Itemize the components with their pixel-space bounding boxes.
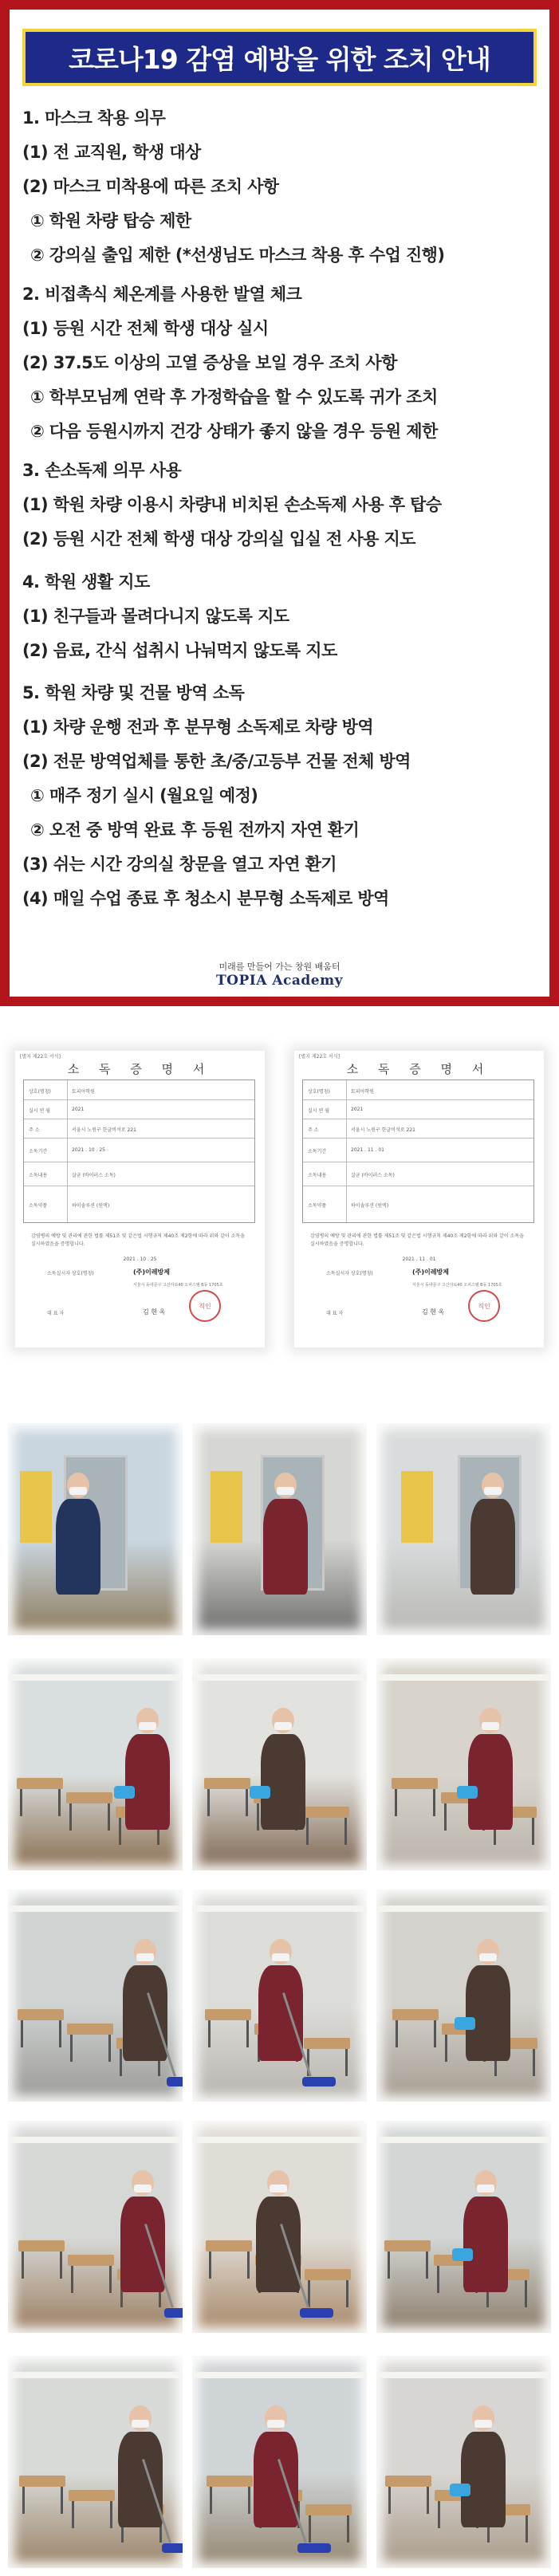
- section-heading: 4. 학원 생활 지도: [22, 572, 150, 592]
- desk-leg: [21, 2020, 23, 2047]
- ceiling-light: [192, 2372, 367, 2378]
- worker-figure: [123, 1965, 167, 2061]
- cell-value: 살균 (바이러스 소독): [351, 1173, 395, 1178]
- section-item: (2) 마스크 미착용에 따른 조치 사항: [22, 177, 279, 196]
- desk: [304, 2038, 350, 2049]
- desk: [17, 1778, 63, 1789]
- issuer-address: 서울시 동대문구 고산자로40 오피스텔 B동 1705호: [133, 1283, 223, 1288]
- desk-leg: [247, 2252, 250, 2279]
- cell-value: 2021: [351, 1107, 364, 1112]
- desk: [19, 2476, 65, 2487]
- certificate-date: 2021 . 10 . 25: [123, 1257, 157, 1262]
- section-item: (1) 학원 차량 이용시 차량내 비치된 손소독제 사용 후 탑승: [22, 495, 442, 514]
- photo-desk-spray: [192, 2356, 367, 2568]
- worker-figure: [263, 1499, 308, 1595]
- face-mask: [482, 1722, 499, 1730]
- certificate-body: 감염병의 예방 및 관리에 관한 법률 제51조 및 같은법 시행규칙 제40조 제2항에 따라 위와 같이 소독을 실시하였음을 증명합니다.: [310, 1233, 524, 1247]
- face-mask: [136, 1953, 154, 1961]
- desk-leg: [427, 2487, 429, 2514]
- desk-leg: [526, 2515, 528, 2543]
- desk-leg: [58, 1789, 61, 1816]
- mop-head: [164, 2308, 183, 2318]
- photo-classroom-mopping: [192, 1890, 367, 2102]
- worker-figure: [461, 2432, 506, 2527]
- desk: [392, 1778, 438, 1789]
- brand-logo: TOPIA Academy: [216, 973, 343, 989]
- notice-board: [401, 1471, 433, 1543]
- desk-leg: [109, 2266, 112, 2293]
- photo-restroom-sink: [376, 1658, 551, 1870]
- notice-title: 코로나19 감염 예방을 위한 조치 안내: [69, 43, 490, 75]
- worker-figure: [254, 2432, 298, 2527]
- brand-tagline: 미래를 만들어 가는 창원 배움터: [218, 962, 341, 972]
- section-subitem: ① 학원 차량 탑승 제한: [30, 211, 191, 230]
- desk-leg: [59, 2020, 61, 2047]
- certificate-table: [302, 1080, 534, 1223]
- section-heading: 5. 학원 차량 및 건물 방역 소독: [22, 683, 245, 702]
- cell-label: 소독기간: [29, 1149, 48, 1154]
- section-sanitizer: [22, 454, 541, 556]
- photo-classroom-mopping-corner: [376, 1890, 551, 2102]
- ceiling-light: [8, 1674, 183, 1681]
- form-label: [별지 제22호 서식]: [20, 1054, 61, 1060]
- worker-figure: [466, 1965, 510, 2061]
- desk: [384, 2240, 431, 2252]
- cell-value: 하이솔루션 (원액): [72, 1203, 110, 1209]
- worker-figure: [258, 1965, 303, 2061]
- desk-leg: [344, 1818, 347, 1845]
- ceiling-light: [376, 2372, 551, 2378]
- desk-leg: [445, 2035, 447, 2062]
- photo-desk-cloth: [8, 2356, 183, 2568]
- section-item: (3) 쉬는 시간 강의실 창문을 열고 자연 환기: [22, 855, 337, 874]
- cell-value: 2021: [72, 1107, 85, 1112]
- mop-head: [162, 2543, 183, 2553]
- worker-figure: [468, 1734, 513, 1830]
- desk-leg: [438, 2501, 440, 2528]
- section-heading: 2. 비접촉식 체온계를 사용한 발열 체크: [22, 285, 302, 304]
- desk-leg: [388, 2252, 390, 2279]
- issuer-address: 서울시 동대문구 고산자로40 오피스텔 B동 1705호: [412, 1283, 502, 1288]
- section-heading: 1. 마스크 착용 의무: [22, 108, 166, 128]
- photo-door-wiping: [376, 2356, 551, 2568]
- cell-label: 주 소: [308, 1127, 319, 1133]
- cell-label: 주 소: [29, 1127, 40, 1133]
- notice-body: [10, 10, 549, 997]
- face-mask: [274, 1722, 292, 1730]
- photo-classroom-cleaning: [376, 2121, 551, 2333]
- section-item: (1) 친구들과 몰려다니지 않도록 지도: [22, 607, 289, 626]
- desk: [18, 2240, 65, 2252]
- desk-leg: [119, 1818, 121, 1845]
- section-item: (1) 전 교직원, 학생 대상: [22, 143, 201, 162]
- worker-figure: [463, 2196, 508, 2292]
- section-heading: 3. 손소독제 의무 사용: [22, 461, 182, 480]
- desk-leg: [110, 2501, 112, 2528]
- desk-leg: [444, 1803, 447, 1831]
- desk-leg: [208, 2020, 211, 2047]
- rep-label: 대 표 자: [326, 1311, 344, 1316]
- cell-value: 하이솔루션 (원액): [351, 1203, 389, 1209]
- face-mask: [479, 1953, 497, 1961]
- cell-value: 살균 (바이러스 소독): [72, 1173, 116, 1178]
- desk: [204, 1778, 250, 1789]
- cell-value: 2021 . 10 . 25: [72, 1147, 105, 1153]
- photo-desk-wiping: [8, 2121, 183, 2333]
- worker-figure: [256, 2196, 301, 2292]
- notice-board: [20, 1471, 52, 1543]
- desk-leg: [209, 2252, 211, 2279]
- rep-name: 김 현 옥: [422, 1308, 445, 1316]
- desk-leg: [61, 2487, 63, 2514]
- certificate-date: 2021 . 11 . 01: [402, 1257, 436, 1262]
- face-mask: [474, 2420, 492, 2428]
- desk: [207, 2476, 253, 2487]
- worker-figure: [125, 1734, 170, 1830]
- cell-label: 상호(명칭): [308, 1089, 330, 1095]
- desk: [303, 1807, 349, 1818]
- desk-leg: [345, 2049, 348, 2076]
- face-mask: [477, 2185, 494, 2193]
- desk-leg: [533, 2049, 535, 2076]
- cleaning-cloth: [457, 1786, 478, 1799]
- photo-hallway-elevator: [192, 1423, 367, 1635]
- seal-stamp: 직인: [468, 1290, 500, 1322]
- section-item: (2) 37.5도 이상의 고열 증상을 보일 경우 조치 사항: [22, 353, 397, 372]
- photo-hallway-mopping: [8, 1890, 183, 2102]
- desk-leg: [395, 1789, 397, 1816]
- face-mask: [139, 1722, 156, 1730]
- desk-leg: [347, 2515, 349, 2543]
- desk: [206, 2240, 252, 2252]
- section-item: (1) 차량 운행 전과 후 분무형 소독제로 차량 방역: [22, 718, 374, 737]
- face-mask: [272, 1953, 289, 1961]
- desk-leg: [437, 2266, 439, 2293]
- photo-desk-wiping-close: [192, 2121, 367, 2333]
- face-mask: [69, 1487, 87, 1495]
- cleaning-cloth: [250, 1786, 270, 1799]
- desk-leg: [532, 1818, 534, 1845]
- desk: [18, 2009, 64, 2020]
- disinfection-certificate: [15, 1051, 265, 1347]
- section-item: (4) 매일 수업 종료 후 청소시 분무형 소독제로 방역: [22, 889, 389, 908]
- form-label: [별지 제22호 서식]: [299, 1054, 340, 1060]
- worker-figure: [56, 1499, 100, 1595]
- desk-leg: [434, 2020, 436, 2047]
- desk-leg: [525, 2280, 527, 2307]
- desk-leg: [257, 1803, 259, 1831]
- desk-leg: [210, 2487, 212, 2514]
- cell-value: 2021 . 11 . 01: [351, 1147, 384, 1153]
- issuer-name: (주)이레방제: [133, 1268, 170, 1276]
- desk: [385, 2476, 431, 2487]
- section-disinfection: [22, 676, 541, 916]
- ceiling-light: [192, 1905, 367, 1912]
- covid-notice-panel: [0, 0, 559, 1006]
- notice-title-bar: [22, 29, 537, 86]
- face-mask: [267, 2420, 285, 2428]
- ceiling-light: [192, 2137, 367, 2143]
- face-mask: [134, 2185, 152, 2193]
- worker-figure: [120, 2196, 165, 2292]
- desk-leg: [306, 1818, 309, 1845]
- ceiling-light: [8, 2137, 183, 2143]
- certificate-title: 소 독 증 명 서: [67, 1062, 213, 1076]
- photo-hallway-door: [376, 1423, 551, 1635]
- desk: [69, 2490, 115, 2501]
- section-item: (1) 등원 시간 전체 학생 대상 실시: [22, 319, 269, 338]
- worker-figure: [261, 1734, 305, 1830]
- mop-head: [297, 2543, 331, 2553]
- desk-leg: [72, 2501, 74, 2528]
- section-item: (2) 음료, 간식 섭취시 나눠먹지 않도록 지도: [22, 641, 337, 660]
- section-subitem: ② 오전 중 방역 완료 후 등원 전까지 자연 환기: [30, 820, 360, 840]
- desk-leg: [22, 2252, 24, 2279]
- section-mask: [22, 101, 541, 273]
- cleaning-cloth: [450, 2484, 470, 2496]
- desk: [68, 2255, 114, 2266]
- desk-leg: [388, 2487, 391, 2514]
- desk-leg: [248, 2487, 250, 2514]
- cell-value: 서울시 노원구 한글비석로 221: [72, 1127, 136, 1133]
- face-mask: [484, 1487, 502, 1495]
- cell-value: 토피아학원: [72, 1089, 95, 1095]
- ceiling-light: [376, 1674, 551, 1681]
- cell-label: 소독기간: [308, 1149, 327, 1154]
- section-subitem: ① 매주 정기 실시 (월요일 예정): [30, 786, 258, 805]
- face-mask: [277, 1487, 294, 1495]
- issuer-label: 소독실시자 상호(명칭): [47, 1271, 94, 1276]
- cell-label: 소독내용: [308, 1173, 327, 1178]
- face-mask: [270, 2185, 287, 2193]
- seal-stamp: 직인: [189, 1290, 221, 1322]
- desk-leg: [120, 2049, 122, 2076]
- desk-leg: [108, 2035, 111, 2062]
- desk-leg: [246, 1789, 248, 1816]
- cleaning-cloth: [452, 2248, 473, 2261]
- rep-name: 김 현 옥: [143, 1308, 166, 1316]
- certificate-title: 소 독 증 명 서: [346, 1062, 492, 1076]
- desk: [205, 2009, 251, 2020]
- desk-leg: [22, 2487, 25, 2514]
- desk: [66, 1792, 112, 1803]
- desk-leg: [433, 1789, 435, 1816]
- mop-head: [300, 2308, 333, 2318]
- section-item: (2) 전문 방역업체를 통한 초/중/고등부 건물 전체 방역: [22, 752, 411, 771]
- worker-figure: [470, 1499, 515, 1595]
- section-subitem: ① 학부모님께 연락 후 가정학습을 할 수 있도록 귀가 조치: [30, 387, 438, 407]
- desk-leg: [207, 1789, 210, 1816]
- certificate-table: [23, 1080, 255, 1223]
- cell-value: 토피아학원: [351, 1089, 374, 1095]
- rep-label: 대 표 자: [47, 1311, 65, 1316]
- cleaning-cloth: [114, 1786, 135, 1799]
- photo-temperature-check-entrance: [8, 1423, 183, 1635]
- desk-leg: [69, 1803, 72, 1831]
- mop-head: [302, 2077, 336, 2086]
- desk-leg: [396, 2020, 398, 2047]
- ceiling-light: [192, 1674, 367, 1681]
- desk-leg: [346, 2280, 348, 2307]
- desk-leg: [60, 2252, 62, 2279]
- desk: [305, 2504, 352, 2515]
- cell-label: 상호(명칭): [29, 1089, 51, 1095]
- desk-leg: [70, 2035, 73, 2062]
- desk-leg: [309, 2515, 311, 2543]
- cell-label: 소독약품: [29, 1203, 48, 1209]
- section-fever-check: [22, 277, 541, 449]
- desk: [67, 2023, 113, 2035]
- ceiling-light: [376, 2137, 551, 2143]
- issuer-name: (주)이레방제: [412, 1268, 449, 1276]
- section-item: (2) 등원 시간 전체 학생 대상 강의실 입실 전 사용 지도: [22, 529, 415, 549]
- cell-label: 실시 연 월: [29, 1108, 50, 1114]
- cleaning-cloth: [455, 2017, 475, 2030]
- desk: [305, 2269, 351, 2280]
- mop-head: [167, 2077, 183, 2086]
- desk: [392, 2009, 439, 2020]
- desk-leg: [426, 2252, 428, 2279]
- worker-figure: [118, 2432, 163, 2527]
- desk-leg: [108, 1803, 110, 1831]
- photo-classroom-wiping: [192, 1658, 367, 1870]
- desk-leg: [71, 2266, 73, 2293]
- face-mask: [132, 2420, 149, 2428]
- cell-label: 실시 연 월: [308, 1108, 329, 1114]
- section-guidance: [22, 565, 541, 668]
- ceiling-light: [8, 1905, 183, 1912]
- ceiling-light: [376, 1905, 551, 1912]
- certificate-body: 감염병의 예방 및 관리에 관한 법률 제51조 및 같은법 시행규칙 제40조 제2항에 따라 위와 같이 소독을 실시하였음을 증명합니다.: [31, 1233, 245, 1247]
- section-subitem: ② 다음 등원시까지 건강 상태가 좋지 않을 경우 등원 제한: [30, 422, 438, 441]
- desk-leg: [20, 1789, 22, 1816]
- notice-board: [211, 1471, 242, 1543]
- cell-label: 소독내용: [29, 1173, 48, 1178]
- photo-classroom-desks: [8, 1658, 183, 1870]
- desk-leg: [246, 2020, 249, 2047]
- cell-value: 서울시 노원구 한글비석로 221: [351, 1127, 415, 1133]
- section-subitem: ② 강의실 출입 제한 (*선생님도 마스크 착용 후 수업 진행): [30, 246, 445, 265]
- disinfection-certificate: [294, 1051, 544, 1347]
- issuer-label: 소독실시자 상호(명칭): [326, 1271, 373, 1276]
- ceiling-light: [8, 2372, 183, 2378]
- cell-label: 소독약품: [308, 1203, 327, 1209]
